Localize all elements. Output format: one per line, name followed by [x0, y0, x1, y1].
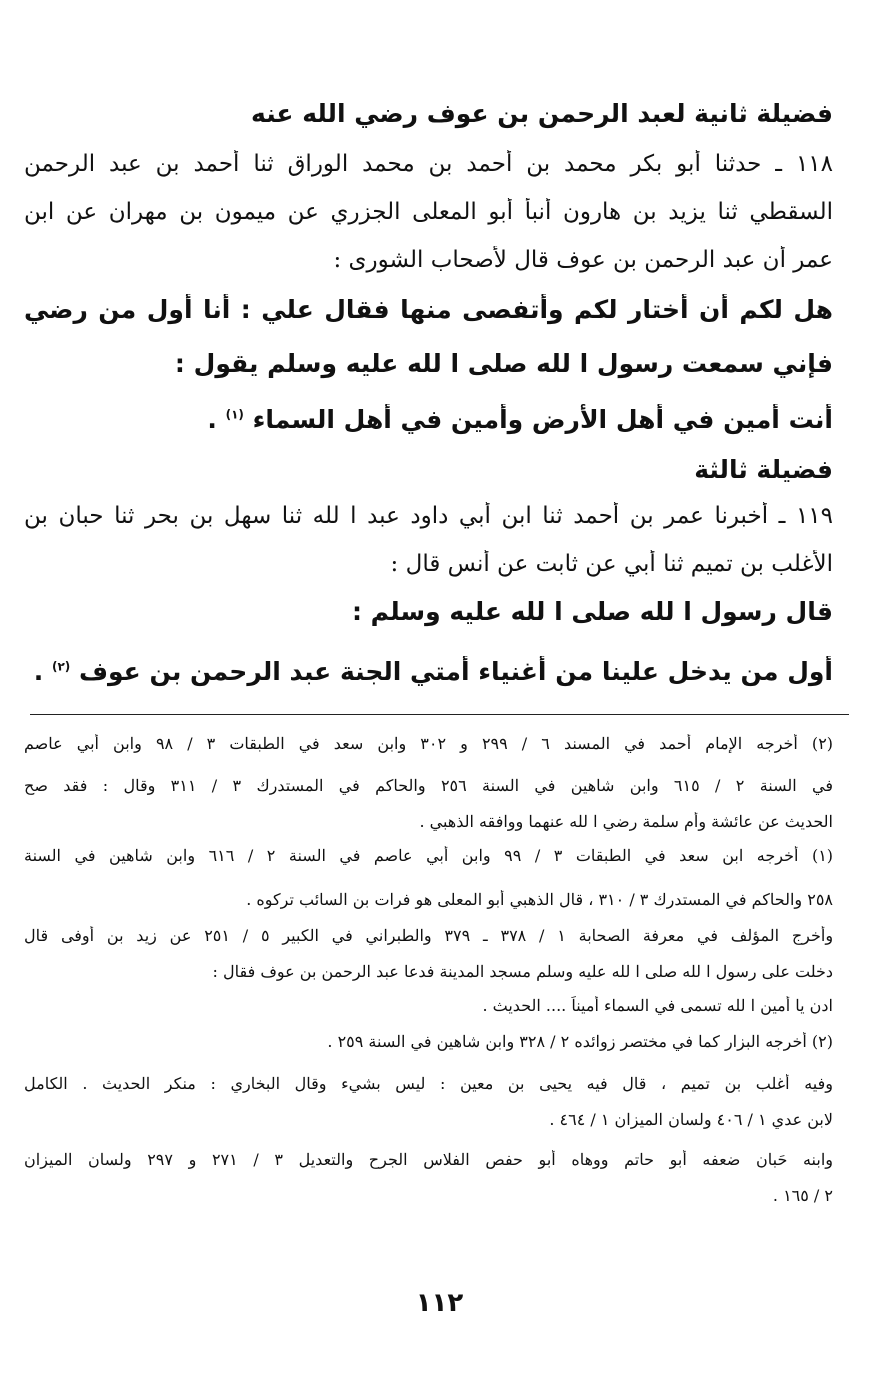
- hadith-118-text-line-3: [24, 404, 833, 435]
- page-number: ١١٢: [415, 1288, 464, 1318]
- hadith-118-chain-line-2: السقطي ثنا يزيد بن هارون أنبأ أبو المعلى الجزري عن ميمون بن مهران عن ابن: [24, 199, 833, 225]
- footnote-ref-1: (١): [225, 407, 244, 422]
- footnote-line: لابن عدي ١ / ٤٠٦ ولسان الميزان ١ / ٤٦٤ .: [549, 1110, 833, 1129]
- footnote-line: وأخرج المؤلف في معرفة الصحابة ١ / ٣٧٨ ـ ٣٧٩ والطبراني في الكبير ٥ / ٢٥١ عن زيد بن أوفى قال: [24, 926, 833, 945]
- footnote-ref-2: (٢): [51, 659, 71, 674]
- footnote-line: ٢ / ١٦٥ .: [772, 1186, 833, 1205]
- footnote-line: ٢٥٨ والحاكم في المستدرك ٣ / ٣١٠ ، قال الذهبي أبو المعلى هو فرات بن السائب تركوه .: [246, 890, 833, 909]
- hadith-119-chain-line-2: الأغلب بن تميم ثنا أبي عن ثابت عن أنس قال :: [390, 551, 833, 577]
- period: .: [33, 657, 44, 686]
- footnote-divider: [30, 714, 849, 715]
- hadith-119-text-line-1: قال رسول ا لله صلى ا لله عليه وسلم :: [351, 597, 833, 626]
- footnote-line: (٢) أخرجه البزار كما في مختصر زوائده ٢ / ٣٢٨ وابن شاهين في السنة ٢٥٩ .: [327, 1032, 833, 1051]
- hadith-118-text-line-2: فإني سمعت رسول ا لله صلى ا لله عليه وسلم يقول :: [174, 349, 833, 378]
- hadith-119-text-line-2: [24, 656, 833, 687]
- footnote-line: وفيه أغلب بن تميم ، قال فيه يحيى بن معين : ليس بشيء وقال البخاري : منكر الحديث . الكامل: [24, 1074, 833, 1093]
- section-heading-second-virtue: فضيلة ثانية لعبد الرحمن بن عوف رضي الله عنه: [251, 99, 833, 128]
- footnote-line: ادن يا أمين ا لله تسمى في السماء أميناً .... الحديث .: [482, 996, 833, 1015]
- footnote-line: وابنه حَبان ضعفه أبو حاتم ووهاه أبو حفص الفلاس الجرح والتعديل ٣ / ٢٧١ و ٢٩٧ ولسان الميزان: [24, 1150, 833, 1169]
- hadith-118-text-line-1: هل لكم أن أختار لكم وأتفصى منها فقال علي : أنا أول من رضي: [24, 295, 833, 324]
- footnote-line: في السنة ٢ / ٦١٥ وابن شاهين في السنة ٢٥٦ والحاكم في المستدرك ٣ / ٣١١ وقال : فقد صح: [24, 776, 833, 795]
- hadith-119-chain-line-1: ١١٩ ـ أخبرنا عمر بن أحمد ثنا ابن أبي داود عبد ا لله ثنا سهل بن بحر ثنا حبان بن: [24, 503, 833, 529]
- footnote-line: الحديث عن عائشة وأم سلمة رضي ا لله عنهما ووافقه الذهبي .: [419, 812, 833, 831]
- hadith-118-chain-line-1: ١١٨ ـ حدثنا أبو بكر محمد بن أحمد بن محمد الوراق ثنا أحمد بن عبد الرحمن: [24, 151, 833, 177]
- footnote-line: دخلت على رسول ا لله صلى ا لله عليه وسلم مسجد المدينة فدعا عبد الرحمن بن عوف فقال :: [212, 962, 833, 981]
- hadith-119-text: أول من يدخل علينا من أغنياء أمتي الجنة عبد الرحمن بن عوف: [78, 657, 833, 686]
- hadith-118-chain-line-3: عمر أن عبد الرحمن بن عوف قال لأصحاب الشورى :: [333, 247, 833, 273]
- footnote-line: (٢) أخرجه الإمام أحمد في المسند ٦ / ٢٩٩ و ٣٠٢ وابن سعد في الطبقات ٣ / ٩٨ وابن أبي عاصم: [24, 734, 833, 753]
- period: .: [207, 405, 217, 434]
- footnote-line: (١) أخرجه ابن سعد في الطبقات ٣ / ٩٩ وابن أبي عاصم في السنة ٢ / ٦١٦ وابن شاهين في السنة: [24, 846, 833, 865]
- section-heading-third-virtue: فضيلة ثالثة: [694, 455, 833, 484]
- hadith-118-text: أنت أمين في أهل الأرض وأمين في أهل السماء: [252, 405, 833, 434]
